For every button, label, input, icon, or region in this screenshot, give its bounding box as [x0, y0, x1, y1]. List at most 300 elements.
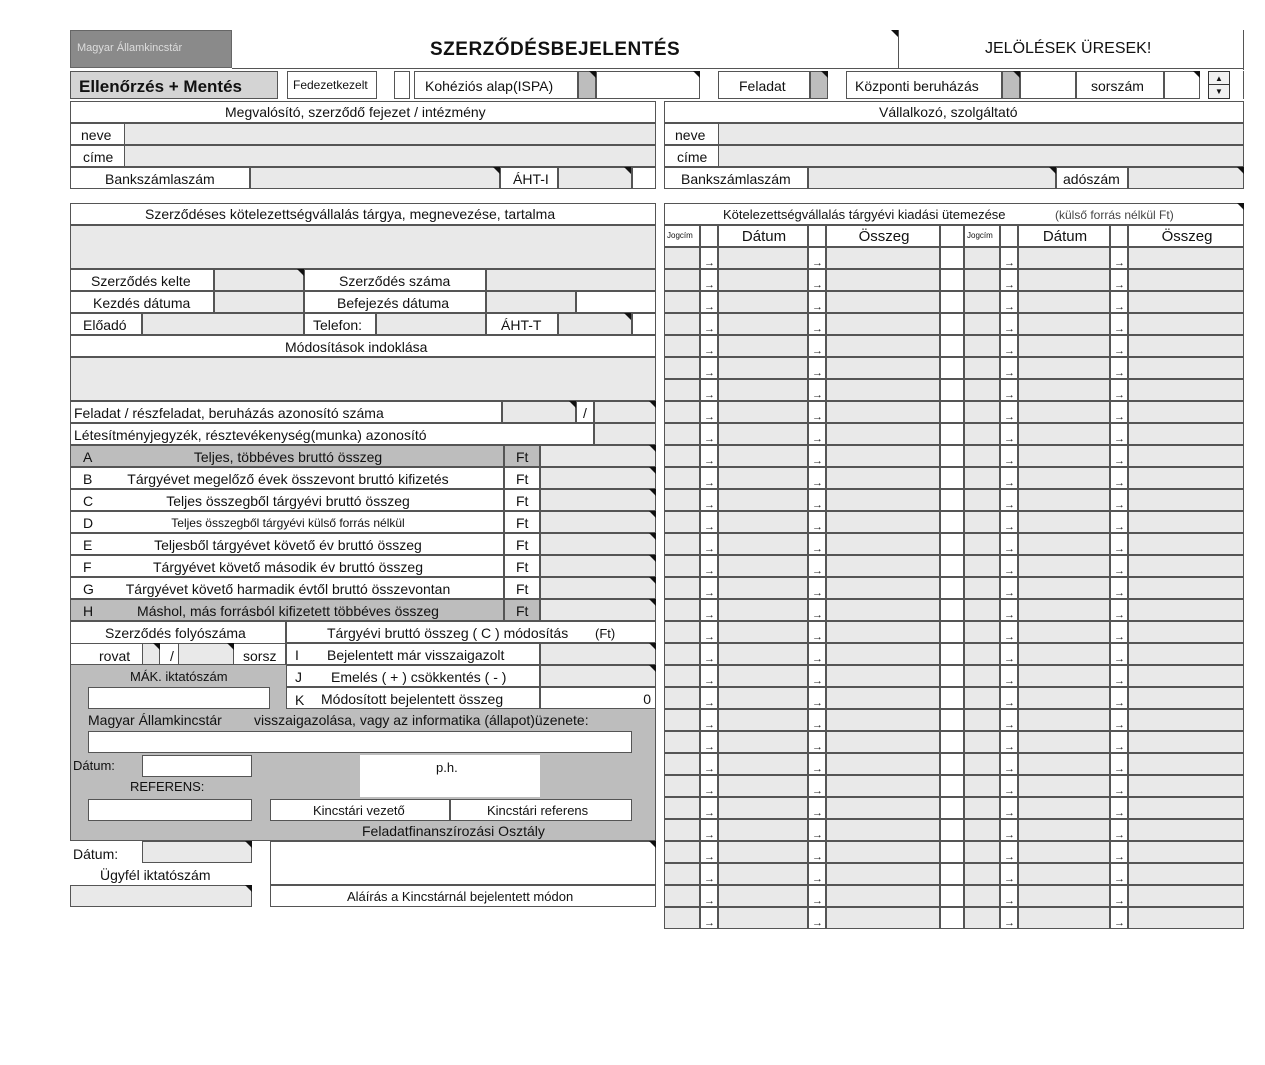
- right-neve-label-cell: neve: [664, 123, 718, 145]
- schedule-jogcim-input[interactable]: [664, 489, 700, 511]
- amount-row-input[interactable]: [540, 445, 656, 467]
- schedule-osszeg-input[interactable]: [826, 665, 940, 687]
- arrow-right-icon: →: [1114, 741, 1125, 753]
- schedule-datum-input[interactable]: [718, 269, 808, 291]
- schedule-arrow-cell: [1000, 423, 1018, 445]
- schedule-osszeg-input[interactable]: [826, 357, 940, 379]
- schedule-jogcim-input[interactable]: [964, 401, 1000, 423]
- arrow-right-icon: →: [812, 895, 823, 907]
- schedule-osszeg-input[interactable]: [826, 313, 940, 335]
- schedule-osszeg-input[interactable]: [1128, 511, 1244, 533]
- arrow-right-icon: →: [812, 829, 823, 841]
- schedule-jogcim-input[interactable]: [664, 863, 700, 885]
- schedule-datum-input[interactable]: [718, 863, 808, 885]
- schedule-arrow-cell: [700, 621, 718, 643]
- schedule-datum-input[interactable]: [1018, 467, 1110, 489]
- befejezes-input[interactable]: [486, 291, 576, 313]
- schedule-arrow-cell: [808, 687, 826, 709]
- arrow-right-icon: →: [1114, 895, 1125, 907]
- schedule-jogcim-input[interactable]: [964, 533, 1000, 555]
- adoszam-input[interactable]: [1128, 167, 1244, 189]
- schedule-jogcim-input[interactable]: [664, 907, 700, 929]
- mak-input[interactable]: [88, 687, 270, 709]
- schedule-osszeg-input[interactable]: [1128, 269, 1244, 291]
- schedule-jogcim-input[interactable]: [664, 511, 700, 533]
- schedule-datum-input[interactable]: [718, 577, 808, 599]
- schedule-osszeg-input[interactable]: [1128, 599, 1244, 621]
- schedule-datum-input[interactable]: [718, 555, 808, 577]
- schedule-datum-input[interactable]: [1018, 643, 1110, 665]
- schedule-datum-input[interactable]: [718, 511, 808, 533]
- arrow-right-icon: →: [704, 279, 715, 291]
- schedule-gap: [940, 797, 964, 819]
- schedule-osszeg-input[interactable]: [1128, 445, 1244, 467]
- schedule-osszeg-input[interactable]: [1128, 533, 1244, 555]
- schedule-osszeg-input[interactable]: [1128, 643, 1244, 665]
- schedule-datum-input[interactable]: [718, 533, 808, 555]
- amount-row-unit-cell: [504, 555, 540, 577]
- schedule-arrow-cell: [1110, 269, 1128, 291]
- schedule-jogcim-input[interactable]: [664, 841, 700, 863]
- schedule-osszeg-input[interactable]: [1128, 291, 1244, 313]
- amount-row-input[interactable]: [540, 489, 656, 511]
- aht-i-input[interactable]: [558, 167, 632, 189]
- schedule-datum-input[interactable]: [718, 819, 808, 841]
- schedule-jogcim-input[interactable]: [964, 313, 1000, 335]
- spinner-down-icon[interactable]: ▼: [1215, 87, 1223, 96]
- schedule-jogcim-input[interactable]: [664, 885, 700, 907]
- schedule-jogcim-input[interactable]: [664, 445, 700, 467]
- referens-input[interactable]: [88, 799, 252, 821]
- schedule-jogcim-input[interactable]: [664, 687, 700, 709]
- schedule-datum-input[interactable]: [1018, 665, 1110, 687]
- schedule-jogcim-input[interactable]: [964, 907, 1000, 929]
- schedule-jogcim-input[interactable]: [964, 775, 1000, 797]
- schedule-datum-input[interactable]: [718, 621, 808, 643]
- folyoszam-input[interactable]: [178, 643, 234, 665]
- telefon-input[interactable]: [376, 313, 486, 335]
- schedule-osszeg-input[interactable]: [1128, 489, 1244, 511]
- schedule-datum-input[interactable]: [718, 467, 808, 489]
- arrow-right-icon: →: [812, 477, 823, 489]
- arrow-right-icon: →: [1004, 279, 1015, 291]
- schedule-osszeg-input[interactable]: [826, 489, 940, 511]
- schedule-gap: [940, 423, 964, 445]
- schedule-osszeg-input[interactable]: [826, 731, 940, 753]
- schedule-datum-input[interactable]: [1018, 797, 1110, 819]
- schedule-arrow-cell: [1000, 445, 1018, 467]
- schedule-osszeg-input[interactable]: [1128, 577, 1244, 599]
- schedule-osszeg-input[interactable]: [826, 885, 940, 907]
- schedule-osszeg-input[interactable]: [826, 841, 940, 863]
- schedule-datum-input[interactable]: [1018, 775, 1110, 797]
- schedule-datum-input[interactable]: [1018, 313, 1110, 335]
- schedule-gap: [940, 643, 964, 665]
- schedule-datum-input[interactable]: [1018, 599, 1110, 621]
- schedule-datum-input[interactable]: [718, 335, 808, 357]
- schedule-jogcim-input[interactable]: [664, 577, 700, 599]
- schedule-jogcim-input[interactable]: [964, 511, 1000, 533]
- schedule-datum-input[interactable]: [718, 357, 808, 379]
- schedule-arrow-cell: [808, 863, 826, 885]
- schedule-jogcim-input[interactable]: [664, 467, 700, 489]
- mak-datum-input[interactable]: [142, 755, 252, 777]
- schedule-osszeg-input[interactable]: [1128, 863, 1244, 885]
- schedule-osszeg-input[interactable]: [826, 621, 940, 643]
- schedule-jogcim-input[interactable]: [964, 599, 1000, 621]
- schedule-jogcim-input[interactable]: [664, 423, 700, 445]
- right-bank-input[interactable]: [808, 167, 1056, 189]
- schedule-arrow-cell: [1110, 489, 1128, 511]
- stamp-label: p.h.: [436, 760, 458, 775]
- schedule-datum-input[interactable]: [1018, 841, 1110, 863]
- schedule-osszeg-input[interactable]: [1128, 247, 1244, 269]
- arrow-right-icon: →: [1114, 917, 1125, 929]
- schedule-arrow-cell: [700, 709, 718, 731]
- mod-j-input[interactable]: [540, 665, 656, 687]
- schedule-datum-input[interactable]: [718, 313, 808, 335]
- kohezios-input[interactable]: [596, 71, 700, 99]
- schedule-jogcim-input[interactable]: [964, 423, 1000, 445]
- amount-row-unit: Ft: [516, 537, 529, 553]
- schedule-gap: [940, 291, 964, 313]
- schedule-osszeg-input[interactable]: [1128, 907, 1244, 929]
- schedule-datum-input[interactable]: [1018, 555, 1110, 577]
- schedule-datum-input[interactable]: [718, 445, 808, 467]
- kozponti-label: Központi beruházás: [855, 78, 979, 94]
- amount-row-input[interactable]: [540, 555, 656, 577]
- schedule-datum-input[interactable]: [718, 401, 808, 423]
- schedule-jogcim-input[interactable]: [964, 819, 1000, 841]
- schedule-datum-input[interactable]: [1018, 863, 1110, 885]
- schedule-datum-input[interactable]: [718, 643, 808, 665]
- arrow-right-icon: →: [1004, 873, 1015, 885]
- arrow-right-icon: →: [1004, 301, 1015, 313]
- schedule-jogcim-input[interactable]: [664, 291, 700, 313]
- aht-i-label-cell: ÁHT-I: [500, 167, 558, 189]
- schedule-jogcim-input[interactable]: [664, 313, 700, 335]
- arrow-right-icon: →: [1004, 543, 1015, 555]
- alairas-area[interactable]: [270, 841, 656, 885]
- subject-input[interactable]: [70, 225, 656, 269]
- left-bank-input[interactable]: [250, 167, 500, 189]
- schedule-jogcim-input[interactable]: [964, 885, 1000, 907]
- amount-row-input[interactable]: [540, 467, 656, 489]
- check-save-button[interactable]: [70, 71, 278, 99]
- schedule-datum-input[interactable]: [1018, 621, 1110, 643]
- schedule-jogcim-input[interactable]: [964, 665, 1000, 687]
- kincstari-referens-cell: Kincstári referens: [450, 799, 632, 821]
- schedule-osszeg-input[interactable]: [826, 555, 940, 577]
- schedule-osszeg-input[interactable]: [1128, 841, 1244, 863]
- schedule-osszeg-input[interactable]: [1128, 555, 1244, 577]
- arrow-right-icon: →: [1114, 609, 1125, 621]
- schedule-osszeg-input[interactable]: [1128, 313, 1244, 335]
- kelte-input[interactable]: [214, 269, 304, 291]
- schedule-datum-input[interactable]: [718, 841, 808, 863]
- schedule-jogcim-input[interactable]: [664, 401, 700, 423]
- fedezetkezelt-checkbox[interactable]: [394, 71, 410, 99]
- schedule-osszeg-input[interactable]: [826, 445, 940, 467]
- schedule-arrow-cell: [808, 357, 826, 379]
- schedule-osszeg-input[interactable]: [826, 753, 940, 775]
- schedule-osszeg-input[interactable]: [1128, 357, 1244, 379]
- right-neve-input[interactable]: [718, 123, 1244, 145]
- schedule-datum-input[interactable]: [1018, 291, 1110, 313]
- schedule-jogcim-input[interactable]: [964, 643, 1000, 665]
- schedule-jogcim-input[interactable]: [664, 731, 700, 753]
- schedule-jogcim-input[interactable]: [964, 489, 1000, 511]
- schedule-osszeg-input[interactable]: [1128, 819, 1244, 841]
- schedule-datum-input[interactable]: [1018, 357, 1110, 379]
- aht-t-input[interactable]: [558, 313, 632, 335]
- schedule-jogcim-input[interactable]: [964, 753, 1000, 775]
- schedule-datum-input[interactable]: [718, 291, 808, 313]
- schedule-jogcim-input[interactable]: [964, 445, 1000, 467]
- schedule-osszeg-input[interactable]: [1128, 467, 1244, 489]
- schedule-arrow-cell: [1110, 511, 1128, 533]
- schedule-osszeg-input[interactable]: [826, 599, 940, 621]
- schedule-datum-input[interactable]: [718, 665, 808, 687]
- amount-row-input[interactable]: [540, 533, 656, 555]
- schedule-datum-input[interactable]: [1018, 577, 1110, 599]
- arrow-right-icon: →: [1114, 829, 1125, 841]
- schedule-jogcim-input[interactable]: [664, 753, 700, 775]
- amount-row-unit: Ft: [516, 581, 529, 597]
- schedule-jogcim-input[interactable]: [664, 269, 700, 291]
- schedule-osszeg-input[interactable]: [826, 797, 940, 819]
- schedule-jogcim-input[interactable]: [664, 819, 700, 841]
- schedule-osszeg-input[interactable]: [826, 379, 940, 401]
- schedule-jogcim-input[interactable]: [964, 731, 1000, 753]
- schedule-osszeg-input[interactable]: [826, 401, 940, 423]
- osztaly-label: Feladatfinanszírozási Osztály: [362, 823, 545, 839]
- schedule-jogcim-input[interactable]: [964, 291, 1000, 313]
- schedule-jogcim-input[interactable]: [964, 335, 1000, 357]
- schedule-jogcim-input[interactable]: [664, 247, 700, 269]
- arrow-right-icon: →: [1004, 367, 1015, 379]
- schedule-datum-input[interactable]: [1018, 753, 1110, 775]
- schedule-arrow-cell: [808, 291, 826, 313]
- letesitmeny-input[interactable]: [594, 423, 656, 445]
- schedule-gap: [940, 907, 964, 929]
- kezdes-input[interactable]: [214, 291, 304, 313]
- schedule-osszeg-input[interactable]: [826, 577, 940, 599]
- schedule-datum-input[interactable]: [718, 753, 808, 775]
- arrow-right-icon: →: [1004, 653, 1015, 665]
- eloado-input[interactable]: [142, 313, 304, 335]
- schedule-gap: [940, 401, 964, 423]
- schedule-datum-input[interactable]: [718, 247, 808, 269]
- schedule-osszeg-input[interactable]: [826, 709, 940, 731]
- datum2-input[interactable]: [142, 841, 252, 863]
- schedule-header-spacer: [940, 225, 964, 247]
- schedule-datum-input[interactable]: [718, 797, 808, 819]
- sorszam-label: sorszám: [1091, 78, 1144, 94]
- schedule-datum-input[interactable]: [1018, 423, 1110, 445]
- schedule-osszeg-input[interactable]: [1128, 401, 1244, 423]
- left-cime-input[interactable]: [124, 145, 656, 167]
- amount-row-input[interactable]: [540, 599, 656, 621]
- left-neve-input[interactable]: [124, 123, 656, 145]
- schedule-arrow-cell: [700, 731, 718, 753]
- schedule-osszeg-input[interactable]: [826, 291, 940, 313]
- schedule-osszeg-input[interactable]: [826, 907, 940, 929]
- schedule-datum-input[interactable]: [718, 775, 808, 797]
- schedule-jogcim-input[interactable]: [664, 643, 700, 665]
- spinner-up-icon[interactable]: ▲: [1209, 72, 1229, 85]
- schedule-jogcim-input[interactable]: [664, 357, 700, 379]
- arrow-right-icon: →: [704, 345, 715, 357]
- schedule-jogcim-input[interactable]: [664, 599, 700, 621]
- schedule-osszeg-input[interactable]: [1128, 621, 1244, 643]
- schedule-arrow-cell: [700, 511, 718, 533]
- schedule-jogcim-input[interactable]: [964, 709, 1000, 731]
- page-title: SZERZŐDÉSBEJELENTÉS: [430, 39, 681, 60]
- schedule-jogcim-input[interactable]: [664, 797, 700, 819]
- schedule-osszeg-input[interactable]: [826, 467, 940, 489]
- schedule-jogcim-input[interactable]: [964, 379, 1000, 401]
- schedule-osszeg-input[interactable]: [826, 643, 940, 665]
- feladat-azon-input-1[interactable]: [502, 401, 576, 423]
- schedule-osszeg-input[interactable]: [1128, 335, 1244, 357]
- schedule-jogcim-input[interactable]: [964, 621, 1000, 643]
- schedule-datum-input[interactable]: [718, 885, 808, 907]
- sorszam-spinner[interactable]: [1208, 71, 1230, 99]
- schedule-osszeg-input[interactable]: [826, 687, 940, 709]
- schedule-osszeg-input[interactable]: [1128, 709, 1244, 731]
- szama-label-cell: Szerződés száma: [304, 269, 486, 291]
- schedule-osszeg-input[interactable]: [826, 775, 940, 797]
- right-cime-input[interactable]: [718, 145, 1244, 167]
- schedule-arrow-cell: [700, 819, 718, 841]
- arrow-right-icon: →: [704, 433, 715, 445]
- schedule-datum-input[interactable]: [718, 423, 808, 445]
- schedule-arrow-cell: [700, 555, 718, 577]
- adoszam-label-cell: adószám: [1056, 167, 1128, 189]
- schedule-datum-input[interactable]: [1018, 511, 1110, 533]
- schedule-arrow-cell: [1000, 863, 1018, 885]
- feladat-azon-input-2[interactable]: [594, 401, 656, 423]
- megvalosito-title: Megvalósító, szerződő fejezet / intézmény: [70, 101, 656, 123]
- schedule-datum-input[interactable]: [1018, 819, 1110, 841]
- schedule-jogcim-input[interactable]: [664, 555, 700, 577]
- schedule-arrow-cell: [1110, 665, 1128, 687]
- schedule-osszeg-input[interactable]: [1128, 687, 1244, 709]
- schedule-osszeg-input[interactable]: [1128, 775, 1244, 797]
- schedule-datum-input[interactable]: [1018, 379, 1110, 401]
- szama-input[interactable]: [486, 269, 656, 291]
- schedule-osszeg-input[interactable]: [826, 335, 940, 357]
- schedule-jogcim-input[interactable]: [964, 863, 1000, 885]
- amount-row-input[interactable]: [540, 511, 656, 533]
- schedule-osszeg-input[interactable]: [1128, 797, 1244, 819]
- schedule-osszeg-input[interactable]: [1128, 885, 1244, 907]
- left-bank-label-cell: Bankszámlaszám: [70, 167, 250, 189]
- arrow-right-icon: →: [704, 873, 715, 885]
- schedule-arrow-cell: [808, 731, 826, 753]
- schedule-datum-input[interactable]: [1018, 907, 1110, 929]
- schedule-jogcim-input[interactable]: [964, 797, 1000, 819]
- schedule-jogcim-input[interactable]: [664, 709, 700, 731]
- schedule-datum-input[interactable]: [718, 709, 808, 731]
- amount-row-input[interactable]: [540, 577, 656, 599]
- schedule-datum-input[interactable]: [718, 489, 808, 511]
- kozponti-label-cell: [846, 71, 1002, 99]
- schedule-datum-input[interactable]: [1018, 269, 1110, 291]
- schedule-jogcim-input[interactable]: [964, 555, 1000, 577]
- schedule-jogcim-input[interactable]: [964, 357, 1000, 379]
- schedule-datum-input[interactable]: [1018, 731, 1110, 753]
- schedule-jogcim-input[interactable]: [964, 269, 1000, 291]
- schedule-osszeg-input[interactable]: [1128, 423, 1244, 445]
- schedule-jogcim-input[interactable]: [964, 577, 1000, 599]
- arrow-right-icon: →: [812, 741, 823, 753]
- schedule-arrow-cell: [1000, 621, 1018, 643]
- schedule-jogcim-input[interactable]: [664, 379, 700, 401]
- schedule-jogcim-input[interactable]: [664, 665, 700, 687]
- schedule-jogcim-input[interactable]: [964, 687, 1000, 709]
- schedule-jogcim-input[interactable]: [964, 841, 1000, 863]
- schedule-osszeg-input[interactable]: [1128, 753, 1244, 775]
- schedule-osszeg-input[interactable]: [1128, 731, 1244, 753]
- schedule-datum-input[interactable]: [1018, 247, 1110, 269]
- mod-k-label: K Módosított bejelentett összeg: [286, 687, 540, 709]
- schedule-datum-input[interactable]: [718, 687, 808, 709]
- arrow-right-icon: →: [1004, 851, 1015, 863]
- schedule-osszeg-input[interactable]: [826, 533, 940, 555]
- ugyfel-input[interactable]: [70, 885, 252, 907]
- schedule-datum-input[interactable]: [1018, 533, 1110, 555]
- amount-row-text: Teljesből tárgyévet követő év bruttó összeg: [154, 537, 422, 553]
- schedule-datum-input[interactable]: [1018, 401, 1110, 423]
- schedule-osszeg-input[interactable]: [826, 819, 940, 841]
- schedule-jogcim-input[interactable]: [964, 467, 1000, 489]
- modositasok-input[interactable]: [70, 357, 656, 401]
- schedule-datum-input[interactable]: [718, 731, 808, 753]
- schedule-datum-input[interactable]: [718, 379, 808, 401]
- schedule-arrow-cell: [700, 445, 718, 467]
- schedule-datum-input[interactable]: [1018, 489, 1110, 511]
- schedule-datum-input[interactable]: [1018, 445, 1110, 467]
- schedule-jogcim-input[interactable]: [664, 775, 700, 797]
- schedule-osszeg-input[interactable]: [1128, 379, 1244, 401]
- schedule-datum-input[interactable]: [1018, 885, 1110, 907]
- schedule-jogcim-input[interactable]: [664, 533, 700, 555]
- schedule-arrow-cell: [700, 885, 718, 907]
- schedule-jogcim-input[interactable]: [964, 247, 1000, 269]
- schedule-datum-input[interactable]: [1018, 709, 1110, 731]
- kozponti-input[interactable]: [1020, 71, 1076, 99]
- mod-i-input[interactable]: [540, 643, 656, 665]
- schedule-datum-input[interactable]: [1018, 335, 1110, 357]
- mak-message-input[interactable]: [88, 731, 632, 753]
- schedule-datum-input[interactable]: [718, 907, 808, 929]
- schedule-osszeg-input[interactable]: [826, 247, 940, 269]
- schedule-jogcim-input[interactable]: [664, 335, 700, 357]
- schedule-osszeg-input[interactable]: [1128, 665, 1244, 687]
- schedule-osszeg-input[interactable]: [826, 269, 940, 291]
- schedule-osszeg-input[interactable]: [826, 511, 940, 533]
- arrow-right-icon: →: [1004, 389, 1015, 401]
- schedule-datum-input[interactable]: [718, 599, 808, 621]
- schedule-osszeg-input[interactable]: [826, 423, 940, 445]
- schedule-osszeg-input[interactable]: [826, 863, 940, 885]
- schedule-arrow-cell: [700, 489, 718, 511]
- schedule-datum-input[interactable]: [1018, 687, 1110, 709]
- schedule-jogcim-input[interactable]: [664, 621, 700, 643]
- aht-t-spacer: [632, 313, 656, 335]
